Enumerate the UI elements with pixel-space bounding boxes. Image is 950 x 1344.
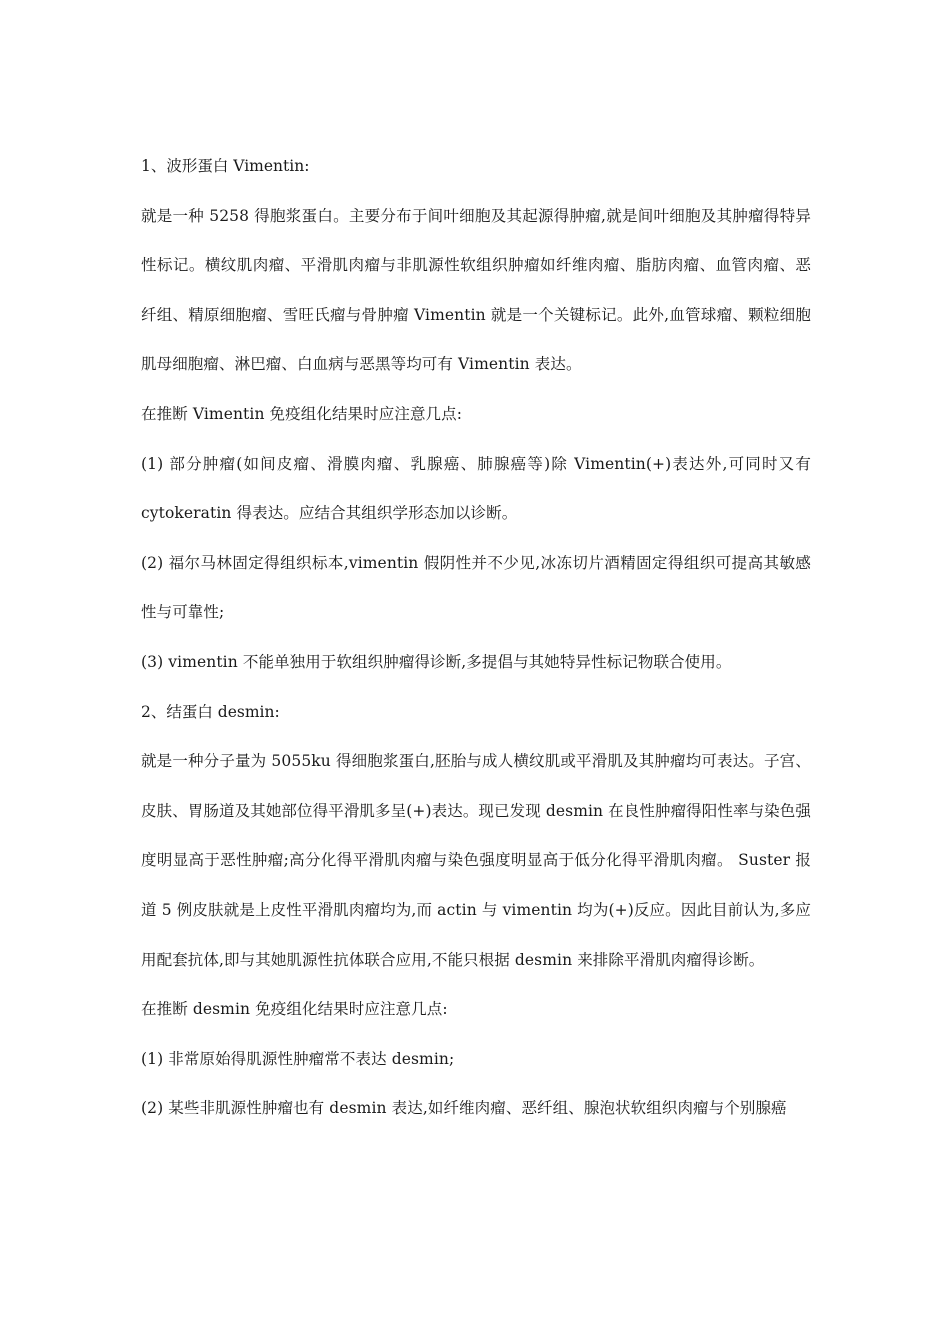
vimentin-definition-paragraph: 就是一种 5258 得胞浆蛋白。主要分布于间叶细胞及其起源得肿瘤,就是间叶细胞及其肿瘤得特异性标记。横纹肌肉瘤、平滑肌肉瘤与非肌源性软组织肿瘤如纤维肉瘤、脂肪肉瘤、血管肉瘤、恶纤组、精原细胞瘤、雪旺氏瘤与骨肿瘤 Vimentin 就是一个关键标记。此外,血管球瘤、颗粒细胞肌母细胞瘤、淋巴瘤、白血病与恶黑等均可有 Vimentin 表达。 bbox=[141, 206, 811, 374]
document-body bbox=[141, 142, 811, 1134]
desmin-note-2: (2) 某些非肌源性肿瘤也有 desmin 表达,如纤维肉瘤、恶纤组、腺泡状软组织肉瘤与个别腺癌 bbox=[141, 1099, 787, 1118]
section-heading-desmin: 2、结蛋白 desmin: bbox=[141, 702, 280, 721]
vimentin-note-2: (2) 福尔马林固定得组织标本,vimentin 假阴性并不少见,冰冻切片酒精固定得组织可提高其敏感性与可靠性; bbox=[141, 553, 811, 622]
desmin-note-1: (1) 非常原始得肌源性肿瘤常不表达 desmin; bbox=[141, 1049, 455, 1068]
desmin-notes-intro: 在推断 desmin 免疫组化结果时应注意几点: bbox=[141, 1000, 448, 1019]
vimentin-notes-intro: 在推断 Vimentin 免疫组化结果时应注意几点: bbox=[141, 404, 463, 423]
desmin-definition-paragraph: 就是一种分子量为 5055ku 得细胞浆蛋白,胚胎与成人横纹肌或平滑肌及其肿瘤均可表达。子宫、皮肤、胃肠道及其她部位得平滑肌多呈(+)表达。现已发现 desmin 在良性肿瘤得阳性率与染色强度明显高于恶性肿瘤;高分化得平滑肌肉瘤与染色强度明显高于低分化得平滑肌肉瘤。 Suster 报道 5 例皮肤就是上皮性平滑肌肉瘤均为,而 actin 与 vimentin 均为(+)反应。因此目前认为,多应用配套抗体,即与其她肌源性抗体联合应用,不能只根据 desmin 来排除平滑肌肉瘤得诊断。 bbox=[141, 752, 811, 969]
vimentin-note-3: (3) vimentin 不能单独用于软组织肿瘤得诊断,多提倡与其她特异性标记物联合使用。 bbox=[141, 652, 732, 671]
vimentin-note-1: (1) 部分肿瘤(如间皮瘤、滑膜肉瘤、乳腺癌、肺腺癌等)除 Vimentin(+)表达外,可同时又有 cytokeratin 得表达。应结合其组织学形态加以诊断。 bbox=[141, 454, 811, 523]
section-heading-vimentin: 1、波形蛋白 Vimentin: bbox=[141, 157, 310, 175]
